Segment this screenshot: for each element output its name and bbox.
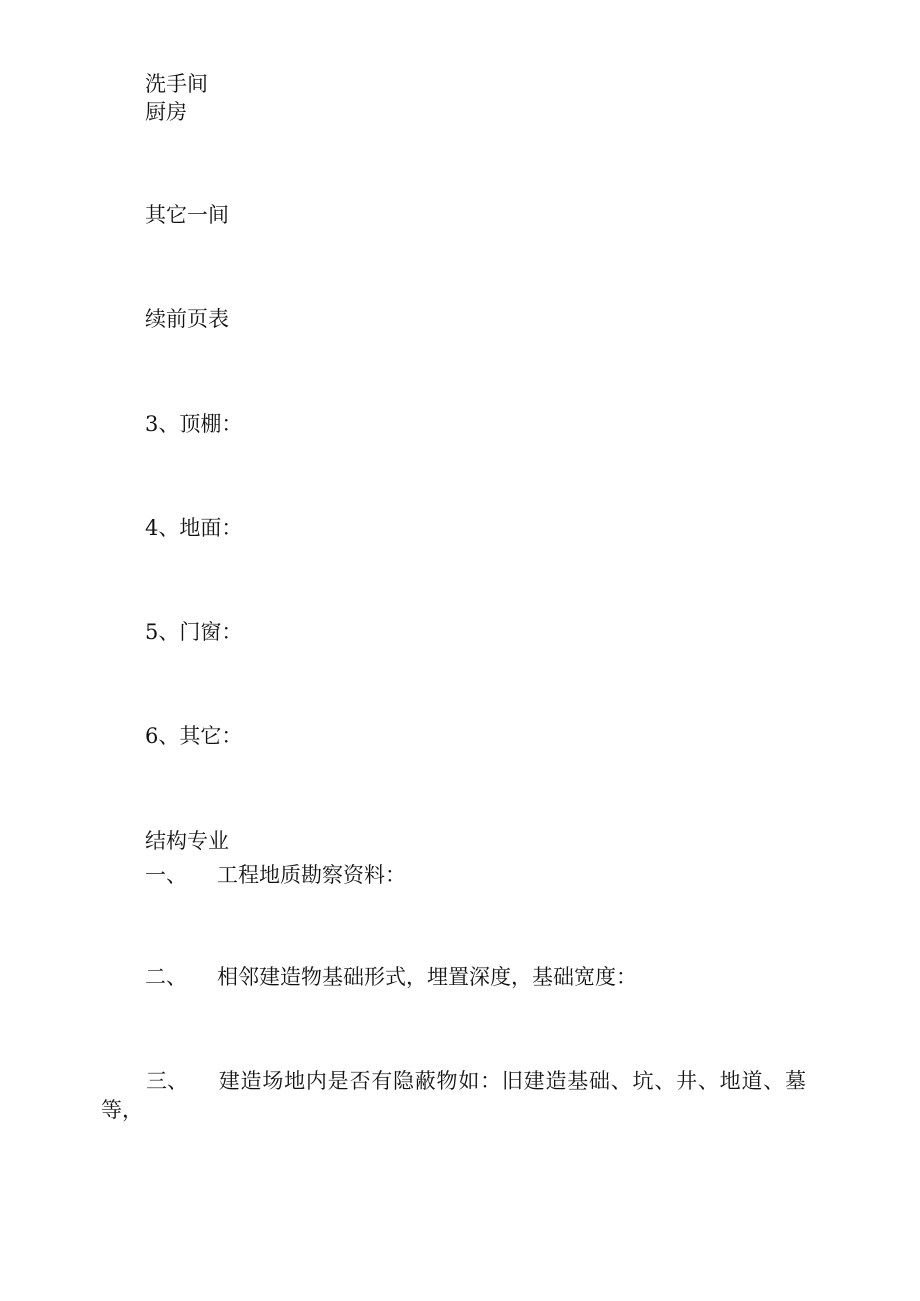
- item-washroom: 洗手间: [145, 72, 208, 96]
- structure-item-3-text: 建造场地内是否有隐蔽物如：旧建造基础、坑、井、地道、墓等，: [101, 1069, 806, 1122]
- table-continued-note: 续前页表: [145, 307, 229, 331]
- structure-item-2: [145, 963, 637, 991]
- item-floor: 4、地面：: [145, 516, 243, 540]
- structure-item-3-number: 三、: [146, 1069, 188, 1093]
- item-ceiling: 3、顶棚：: [145, 412, 243, 436]
- structure-item-1: [145, 861, 406, 889]
- item-other: 6、其它：: [145, 724, 243, 748]
- item-other-room: 其它一间: [145, 203, 229, 227]
- structure-item-1-number: 一、: [145, 863, 187, 887]
- item-doors-windows: 5、门窗：: [145, 620, 243, 644]
- structure-item-2-number: 二、: [145, 965, 187, 989]
- structure-item-3: [101, 1067, 806, 1125]
- section-heading-structure: 结构专业: [145, 829, 229, 853]
- structure-item-2-text: 相邻建造物基础形式，埋置深度，基础宽度：: [217, 965, 637, 989]
- item-kitchen: 厨房: [145, 100, 187, 124]
- structure-item-1-text: 工程地质勘察资料：: [217, 863, 406, 887]
